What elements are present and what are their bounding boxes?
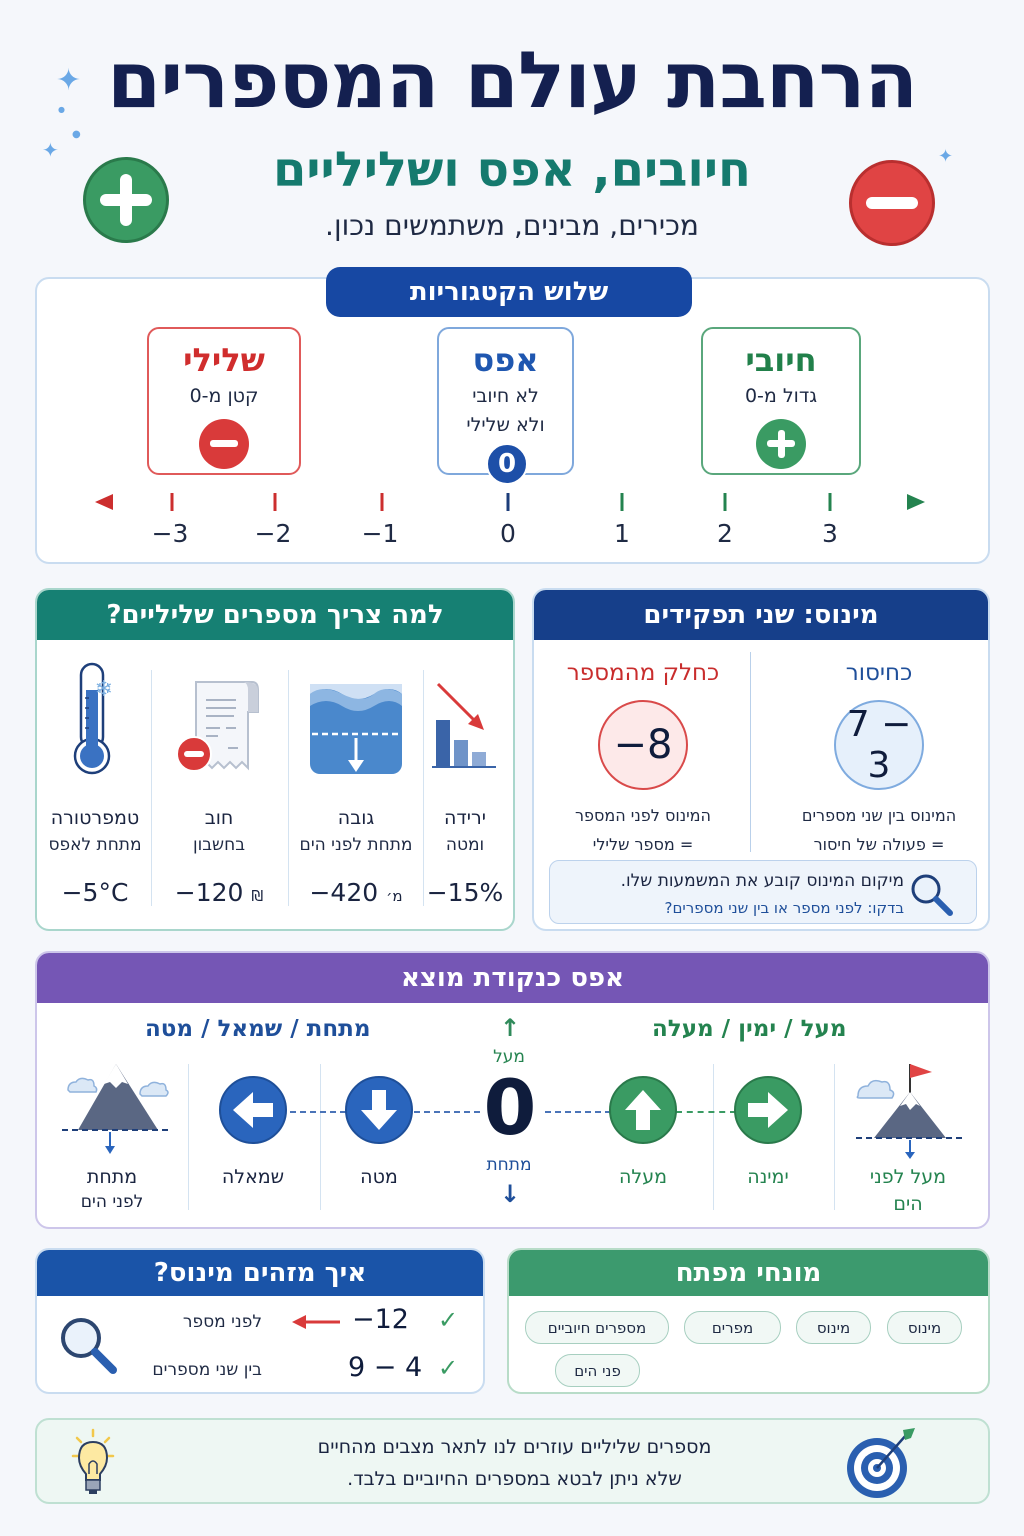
minus-circle-icon (849, 160, 935, 246)
why-item-value: −5°C (61, 878, 129, 907)
role-desc-line: המינוס לפני המספר (574, 806, 711, 825)
tick-label: 0 (500, 519, 516, 548)
why-item-label: ירידה (443, 807, 486, 829)
magnifier-icon (57, 1314, 121, 1378)
positive-directions-title: מעל / ימין / מעלה (652, 1016, 847, 1042)
mountain-below-sea-icon (60, 1060, 170, 1164)
why-item-label: טמפרטורה (50, 807, 140, 829)
label-line: לפני הים (80, 1191, 144, 1212)
value-number: −420 (309, 878, 379, 907)
category-desc: קטן מ-0 (189, 385, 259, 408)
value-unit: ₪ (251, 887, 264, 905)
divider (834, 1064, 835, 1210)
why-item-sub: ומטה (445, 834, 485, 855)
tick-label: 1 (614, 519, 630, 548)
debt-receipt-icon (174, 676, 264, 776)
term-chip[interactable]: מפרים (684, 1311, 781, 1344)
term-chip[interactable]: מינוס (887, 1311, 962, 1344)
sparkle-icon: ✦ (56, 63, 82, 98)
label-line: מעל לפני (869, 1166, 947, 1188)
note-line-2: שלא ניתן לבטא במספרים החיוביים בלבד. (347, 1468, 682, 1490)
why-item-altitude (289, 656, 423, 907)
role-example: 7 − 3 (834, 700, 924, 790)
negative-directions-title: מתחת / שמאל / מטה (145, 1016, 371, 1042)
card-title: מונחי מפתח (509, 1250, 988, 1296)
category-label: חיובי (745, 341, 817, 379)
number-line (95, 492, 925, 512)
arrow-down-circle-icon (345, 1076, 413, 1144)
page-subtitle: חיובים, אפס ושליליים (273, 142, 751, 198)
why-item-temperature (41, 656, 149, 907)
minus-position-note (549, 860, 977, 924)
zero-badge: 0 (486, 443, 528, 485)
note-line-2: בדקו: לפני מספר או בין שני מספרים? (664, 899, 904, 917)
role-desc-line: = מספר שלילי (592, 834, 694, 854)
card-title: איך מזהים מינוס? (37, 1250, 483, 1296)
plus-circle-icon (756, 419, 806, 469)
divider (151, 670, 152, 906)
why-item-value: −15% (426, 878, 504, 907)
why-item-debt (152, 656, 286, 907)
value-number: −120 (174, 878, 244, 907)
why-item-sub: בחשבון (192, 834, 246, 855)
card-title: מינוס: שני תפקידים (534, 590, 988, 640)
summary-note (35, 1418, 990, 1504)
category-label: שלילי (183, 341, 265, 379)
why-item-sub: מתחת לפני הים (299, 834, 413, 855)
why-item-value (152, 878, 286, 907)
category-desc-line: לא חיובי (472, 385, 539, 408)
role-sign (538, 660, 748, 860)
falling-bar-chart-icon (430, 666, 500, 776)
role-desc-line: = פעולה של חיסור (813, 834, 945, 854)
connector (545, 1111, 611, 1113)
value-unit: מ׳ (386, 887, 403, 905)
sparkle-icon: ✦ (42, 138, 59, 162)
note-line-1: מיקום המינוס קובע את המשמעות שלו. (620, 871, 904, 891)
role-label: כחיסור (845, 660, 913, 686)
role-desc (774, 802, 984, 860)
arrow-up-icon: ↑ (500, 1014, 521, 1042)
label-line: מתחת (86, 1166, 138, 1188)
thermometer-icon (55, 660, 135, 776)
card-title: אפס כנקודת מוצא (37, 953, 988, 1003)
role-example: −8 (598, 700, 688, 790)
origin-zero: 0 (483, 1063, 537, 1152)
tick-label: 3 (822, 519, 838, 548)
example-desc: בין שני מספרים (152, 1360, 262, 1380)
minus-circle-icon (199, 419, 249, 469)
target-icon (843, 1426, 919, 1500)
category-desc-line: ולא שלילי (466, 413, 545, 436)
below-label: מתחת (486, 1155, 532, 1175)
tick-label: −3 (151, 519, 189, 548)
arrow-left-circle-icon (219, 1076, 287, 1144)
minus-roles-card (532, 588, 990, 931)
category-desc: גדול מ-0 (744, 385, 818, 408)
example-desc: לפני מספר (182, 1312, 262, 1332)
sparkle-icon: ● (72, 129, 81, 140)
direction-label-left: שמאלה (221, 1166, 285, 1188)
arrow-down-icon: ↓ (500, 1180, 521, 1208)
tick-label: −1 (361, 519, 399, 548)
why-item-label: חוב (204, 807, 234, 829)
divider (423, 670, 424, 906)
check-icon: ✓ (438, 1306, 459, 1334)
term-chip[interactable]: מינוס (796, 1311, 871, 1344)
why-negative-card (35, 588, 515, 931)
role-desc-line: המינוס בין שני מספרים (801, 806, 957, 825)
tagline: מכירים, מבינים, משתמשים נכון. (325, 209, 699, 242)
divider (750, 652, 751, 852)
direction-label-up: מעלה (618, 1166, 668, 1188)
page-title: הרחבת עולם המספרים (106, 36, 918, 126)
category-negative (147, 327, 301, 475)
arrow-up-circle-icon (609, 1076, 677, 1144)
why-item-sub: מתחת לאפס (48, 834, 142, 855)
card-title: למה צריך מספרים שליליים? (37, 590, 513, 640)
sparkle-icon: ● (58, 105, 65, 114)
category-desc (439, 382, 572, 439)
mountain-above-sea-icon (852, 1058, 968, 1164)
direction-label-down: מטה (360, 1166, 398, 1188)
direction-label-right: ימינה (747, 1166, 789, 1188)
divider (188, 1064, 189, 1210)
categories-title: שלוש הקטגוריות (326, 267, 692, 317)
svg-text:❄: ❄ (94, 677, 113, 702)
label-line: הים (893, 1192, 923, 1215)
why-item-drop (419, 656, 511, 907)
note-line-1: מספרים שליליים עוזרים לנו לתאר מצבים מהחיים (317, 1436, 712, 1458)
arrow-left-icon (292, 1314, 342, 1330)
below-sea-level-icon (308, 680, 404, 776)
category-label: אפס (472, 341, 539, 379)
above-label: מעל (493, 1047, 525, 1067)
why-item-label: גובה (337, 807, 375, 829)
connector (414, 1111, 480, 1113)
term-chip[interactable]: מספרים חיוביים (525, 1311, 669, 1344)
role-subtraction (774, 660, 984, 860)
example-number: −12 (352, 1304, 409, 1335)
connector (290, 1111, 346, 1113)
divider (713, 1064, 714, 1210)
below-sea-label (81, 1164, 143, 1214)
connector (676, 1111, 736, 1113)
role-label: כחלק מהמספר (566, 660, 720, 686)
sparkle-icon: ✦ (938, 146, 954, 167)
arrow-right-circle-icon (734, 1076, 802, 1144)
role-desc (538, 802, 748, 860)
example-number: 9 − 4 (348, 1352, 423, 1383)
divider (288, 670, 289, 906)
tick-label: −2 (254, 519, 292, 548)
why-item-value (289, 878, 423, 907)
divider (320, 1064, 321, 1210)
term-chip[interactable]: פני הים (555, 1354, 640, 1387)
above-sea-label (870, 1164, 946, 1217)
magnifier-icon (908, 871, 954, 917)
check-icon: ✓ (438, 1354, 459, 1382)
plus-circle-icon (83, 157, 169, 243)
tick-label: 2 (717, 519, 733, 548)
category-positive (701, 327, 861, 475)
